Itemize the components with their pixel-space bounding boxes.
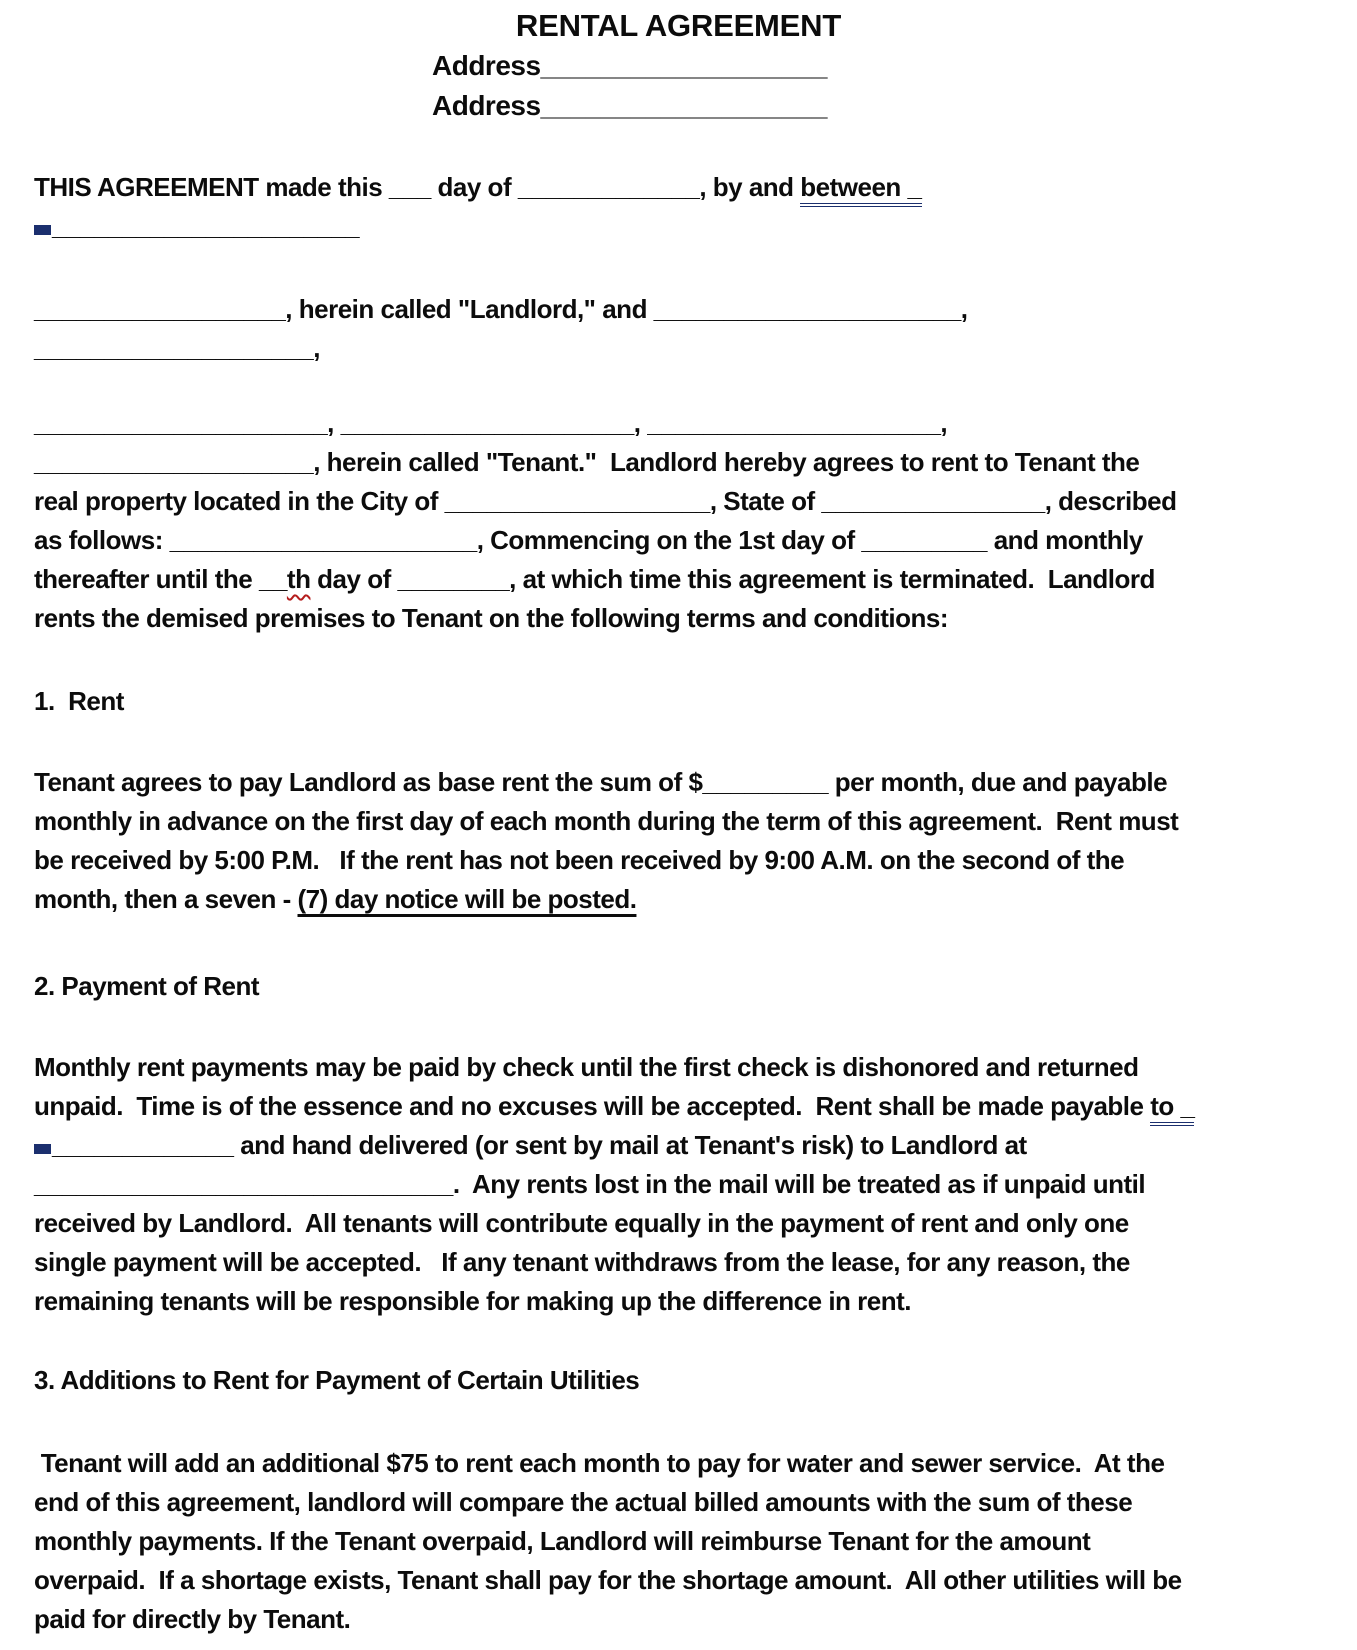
section-2-paragraph [34,1048,1323,1321]
terms-line: rents the demised premises to Tenant on the following terms and conditions: [34,603,949,633]
notice-underlined-text: (7) day notice will be posted. [297,884,637,914]
section-2-line: remaining tenants will be responsible for making up the difference in rent. [34,1286,911,1316]
revision-square-icon [34,225,51,235]
landlord-line [34,290,1323,329]
section-2-text: and hand delivered (or sent by mail at Tenant's risk) to Landlord at [233,1130,1027,1160]
section-2-heading: 2. Payment of Rent [34,971,260,1001]
description-line [34,521,1323,560]
end-day-blank-field: __ [258,564,287,594]
intro-text: , by and [699,172,801,202]
landlord-name-blank-field: __________________ [34,294,286,324]
between-word-blue-underline: between _ [800,172,921,207]
address-label: Address [432,50,541,81]
parties-text: real property located in the City of [34,486,445,516]
section-2-text: . Any rents lost in the mail will be treated as if unpaid until [452,1169,1146,1199]
termination-line [34,560,1323,599]
intro-text: THIS AGREEMENT made this [34,172,389,202]
section-1-heading: 1. Rent [34,686,124,716]
month-blank-field: _____________ [517,172,700,202]
state-blank-field: ________________ [821,486,1045,516]
section-1-text: month, then a seven - [34,884,298,914]
section-2-line: received by Landlord. All tenants will contribute equally in the payment of rent and only one [34,1208,1129,1238]
parties-text: , herein called "Tenant." Landlord hereby agrees to rent to Tenant the [313,447,1140,477]
parties-text: , at which time this agreement is terminated. Landlord [509,564,1155,594]
end-month-blank-field: ________ [397,564,510,594]
parties-text: thereafter until the [34,564,259,594]
intro-line-2 [34,207,1323,246]
th-spellcheck-squiggle: th [286,564,311,594]
tenant-name-blank-field: ____________________ [34,447,314,477]
parties-text: , State of [709,486,822,516]
tenant-name-blank-field: _____________________ [34,408,328,438]
section-1-text: Tenant agrees to pay Landlord as base rent the sum of $ [34,767,703,797]
revision-square-icon [34,1144,51,1154]
rent-amount-line [34,763,1323,802]
start-month-blank-field: _________ [861,525,987,555]
section-1-text: per month, due and payable [828,767,1168,797]
landlord-address-blank-line [34,1165,1323,1204]
city-blank-field: ___________________ [444,486,710,516]
tenant-name-blank-field: _____________________ [340,408,634,438]
section-2-line: single payment will be accepted. If any tenant withdraws from the lease, for any reason, the [34,1247,1130,1277]
to-word-blue-underline: to _ [1150,1091,1194,1126]
section-2-line: Monthly rent payments may be paid by check until the first check is dishonored and returned [34,1052,1139,1082]
tenant-name-blank-field: ______________________ [653,294,961,324]
party-blank-field: ______________________ [52,211,360,241]
parties-text: , [633,408,648,438]
payable-line [34,1087,1323,1126]
parties-text: as follows: [34,525,170,555]
section-3-line: paid for directly by Tenant. [34,1604,351,1634]
tenant-name-blank-field: ____________________ [34,333,314,363]
section-1-line: monthly in advance on the first day of each month during the term of this agreement. Rent must [34,806,1179,836]
section-3-paragraph [34,1444,1323,1639]
address-label: Address [432,90,541,121]
parties-text: , [313,333,320,363]
tenant-line [34,443,1323,482]
parties-text: , described [1044,486,1177,516]
parties-paragraph [34,290,1323,638]
city-state-line [34,482,1323,521]
payee-blank-field: _____________ [52,1130,234,1160]
section-3-line: overpaid. If a shortage exists, Tenant shall pay for the shortage amount. All other utilities will be [34,1565,1182,1595]
section-3-line: monthly payments. If the Tenant overpaid, Landlord will reimburse Tenant for the amount [34,1526,1091,1556]
description-blank-field: ______________________ [169,525,477,555]
section-3-line: Tenant will add an additional $75 to rent each month to pay for water and sewer service. At the [34,1448,1165,1478]
parties-text: , herein called "Landlord," and [285,294,654,324]
parties-text: day of [310,564,398,594]
address-blank-field: ___________________ [540,90,827,121]
landlord-address-blank-field: ______________________________ [34,1169,453,1199]
parties-text: , Commencing on the 1st day of [476,525,862,555]
section-1-paragraph [34,763,1323,919]
address-line-1 [432,46,1323,86]
intro-text: day of [430,172,518,202]
parties-text: and monthly [987,525,1143,555]
tenant-blanks-line [34,404,1323,443]
intro-paragraph [34,168,1323,246]
document-title: RENTAL AGREEMENT [515,8,842,43]
blank-line [34,329,1323,368]
day-blank-field: ___ [388,172,431,202]
address-line-2 [432,86,1323,126]
intro-line-1 [34,168,1323,207]
section-2-text: unpaid. Time is of the essence and no excuses will be accepted. Rent shall be made payable [34,1091,1151,1121]
parties-text: , [940,408,948,438]
section-3-heading: 3. Additions to Rent for Payment of Certain Utilities [34,1365,640,1395]
address-block [432,46,1323,126]
address-blank-field: ___________________ [540,50,827,81]
notice-line [34,880,1323,919]
tenant-name-blank-field: _____________________ [647,408,941,438]
payee-blank-line [34,1126,1323,1165]
section-1-line: be received by 5:00 P.M. If the rent has not been received by 9:00 A.M. on the second of the [34,845,1125,875]
parties-text: , [327,408,341,438]
parties-text: , [960,294,968,324]
rent-amount-blank-field: _________ [702,767,829,797]
section-3-line: end of this agreement, landlord will compare the actual billed amounts with the sum of these [34,1487,1133,1517]
